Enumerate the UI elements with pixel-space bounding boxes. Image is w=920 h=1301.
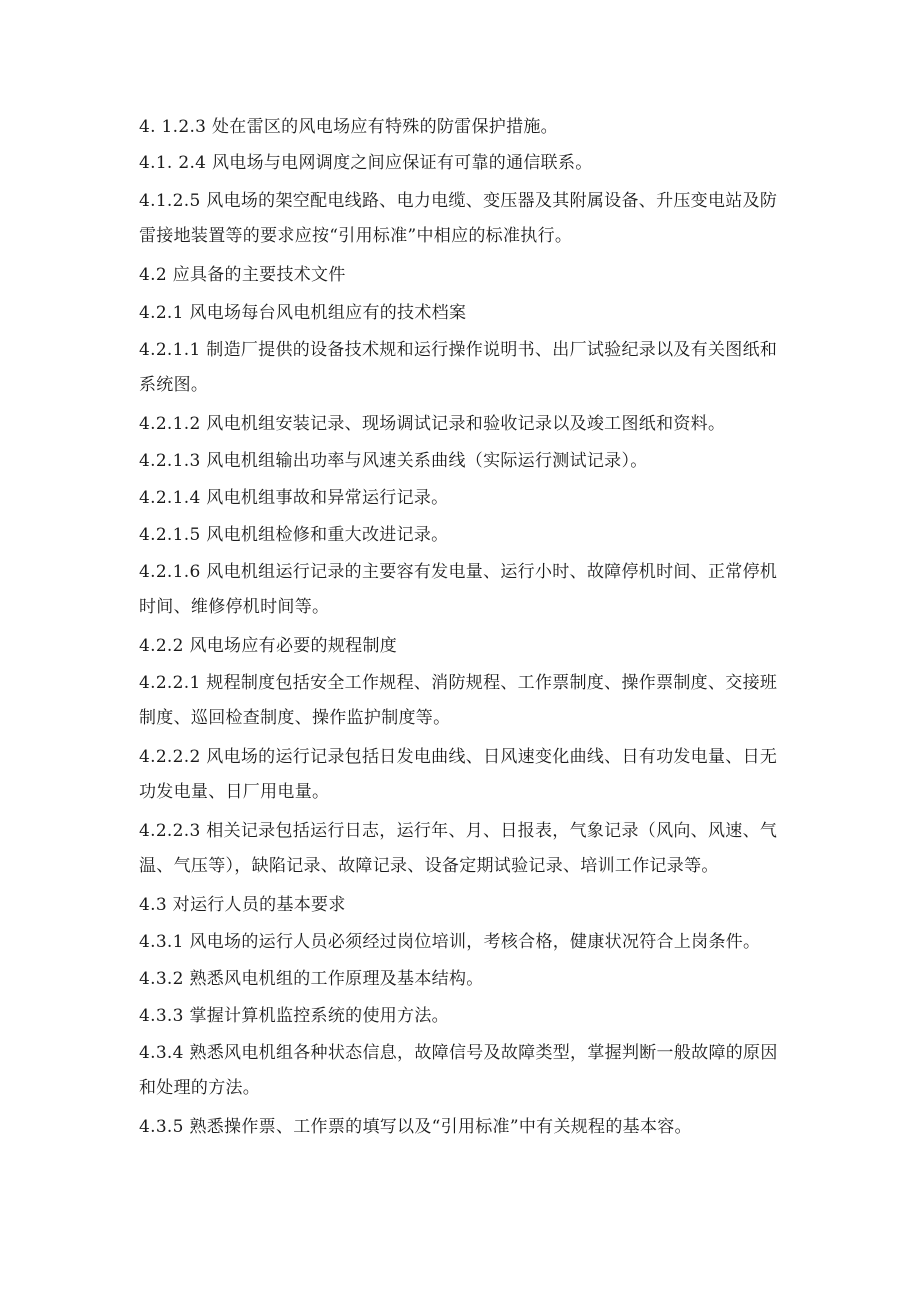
paragraph-4-3-1: 4.3.1 风电场的运行人员必须经过岗位培训，考核合格，健康状况符合上岗条件。 <box>139 932 761 952</box>
paragraph-4-2-2-1: 4.2.2.1 规程制度包括安全工作规程、消防规程、工作票制度、操作票制度、交接班制度、巡回检查制度、操作监护制度等。 <box>139 673 778 728</box>
paragraph-4-2-1-4: 4.2.1.4 风电机组事故和异常运行记录。 <box>139 488 449 508</box>
paragraph-4-2-1-5: 4.2.1.5 风电机组检修和重大改进记录。 <box>139 525 449 545</box>
paragraph-4-1-2-4: 4.1. 2.4 风电场与电网调度之间应保证有可靠的通信联系。 <box>139 153 593 173</box>
paragraph-4-3-2: 4.3.2 熟悉风电机组的工作原理及基本结构。 <box>139 969 484 989</box>
heading-4-2-2: 4.2.2 风电场应有必要的规程制度 <box>139 636 398 656</box>
paragraph-4-3-3: 4.3.3 掌握计算机监控系统的使用方法。 <box>139 1006 449 1026</box>
paragraph-4-3-5: 4.3.5 熟悉操作票、工作票的填写以及“引用标准”中有关规程的基本容。 <box>139 1117 692 1137</box>
heading-4-2-1: 4.2.1 风电场每台风电机组应有的技术档案 <box>139 303 467 323</box>
paragraph-4-2-2-3: 4.2.2.3 相关记录包括运行日志，运行年、月、日报表，气象记录（风向、风速、气温、气压等），缺陷记录、故障记录、设备定期试验记录、培训工作记录等。 <box>139 821 778 876</box>
paragraph-4-2-1-3: 4.2.1.3 风电机组输出功率与风速关系曲线（实际运行测试记录）。 <box>139 451 648 471</box>
paragraph-4-2-1-6: 4.2.1.6 风电机组运行记录的主要容有发电量、运行小时、故障停机时间、正常停机时间、维修停机时间等。 <box>139 562 778 617</box>
heading-4-2: 4.2 应具备的主要技术文件 <box>139 265 346 285</box>
paragraph-4-2-2-2: 4.2.2.2 风电场的运行记录包括日发电曲线、日风速变化曲线、日有功发电量、日无功发电量、日厂用电量。 <box>139 747 778 802</box>
paragraph-4-3-4: 4.3.4 熟悉风电机组各种状态信息，故障信号及故障类型，掌握判断一般故障的原因和处理的方法。 <box>139 1043 778 1098</box>
paragraph-4-1-2-3: 4. 1.2.3 处在雷区的风电场应有特殊的防雷保护措施。 <box>139 117 558 137</box>
paragraph-4-2-1-1: 4.2.1.1 制造厂提供的设备技术规和运行操作说明书、出厂试验纪录以及有关图纸和系统图。 <box>139 340 778 395</box>
paragraph-4-1-2-5: 4.1.2.5 风电场的架空配电线路、电力电缆、变压器及其附属设备、升压变电站及防雷接地装置等的要求应按“引用标准”中相应的标准执行。 <box>139 191 778 246</box>
heading-4-3: 4.3 对运行人员的基本要求 <box>139 895 346 915</box>
paragraph-4-2-1-2: 4.2.1.2 风电机组安装记录、现场调试记录和验收记录以及竣工图纸和资料。 <box>139 414 726 434</box>
